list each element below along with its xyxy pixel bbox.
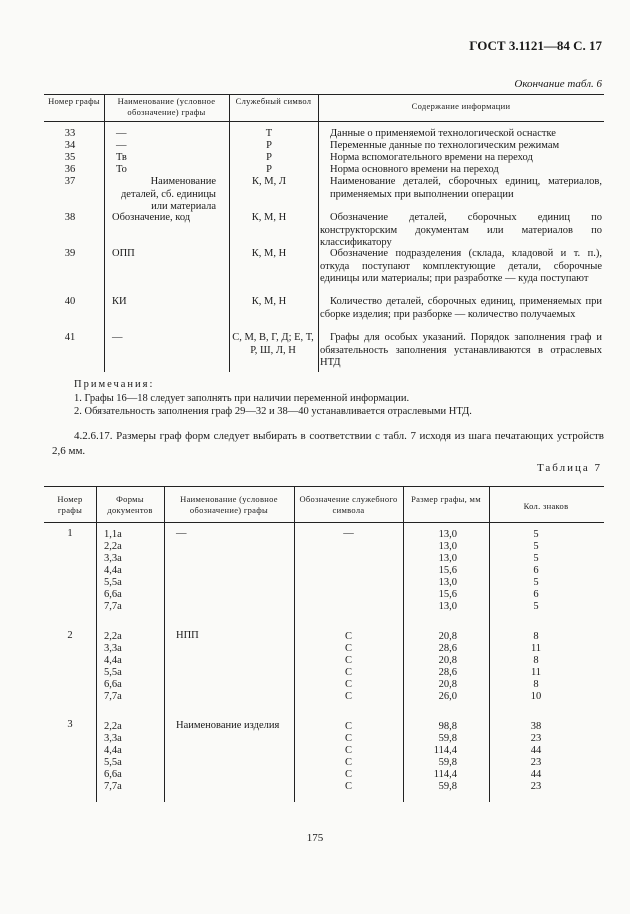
t6-row-name: Наименование деталей, сб. единицы или материала	[120, 176, 216, 212]
t6-row-symbol: Р	[266, 164, 272, 175]
t7-symbol: С	[344, 781, 352, 792]
body-paragraph: 4.2.6.17. Размеры граф форм следует выбирать в соответствии с табл. 7 исходя из шага печатающих устройств 2,6 мм.	[52, 430, 604, 457]
note-item: 2. Обязательность заполнения граф 29—32 и 38—40 устанавливается отраслевыми НТД.	[74, 406, 472, 417]
t7-chars: 44	[530, 769, 542, 780]
t7-chars: 11	[530, 667, 542, 678]
t7-size: 28,6	[438, 643, 457, 654]
t7-group-num: 1	[67, 528, 73, 539]
t7-size: 59,8	[438, 733, 457, 744]
t7-chars: 23	[530, 757, 542, 768]
t6-row-name: ОПП	[112, 248, 135, 259]
t6-row-num: 34	[64, 140, 76, 151]
t7-form: 4,4а	[104, 655, 122, 666]
t7-size: 13,0	[438, 541, 457, 552]
t7-form: 5,5а	[104, 757, 122, 768]
t6-row-num: 39	[64, 248, 76, 259]
t6-header-name: Наименование (условное обозначение) графы	[117, 96, 216, 117]
t6-row-symbol: К, М, Н	[251, 296, 287, 307]
t7-form: 2,2а	[104, 541, 122, 552]
t6-row-symbol: Р	[266, 140, 272, 151]
t7-chars: 5	[533, 541, 539, 552]
table-continuation-label: Окончание табл. 6	[514, 78, 602, 90]
t7-form: 1,1а	[104, 529, 122, 540]
t7-size: 20,8	[438, 679, 457, 690]
t7-group-name: НПП	[176, 630, 199, 641]
t6-header-content: Содержание информации	[411, 101, 511, 111]
t7-size: 15,6	[438, 589, 457, 600]
t7-size: 98,8	[438, 721, 457, 732]
t6-row-content: Наименование деталей, сборочных единиц, материалов, применяемых при выполнении операции	[330, 176, 602, 200]
t7-form: 3,3а	[104, 643, 122, 654]
t6-row-content: Обозначение деталей, сборочных единиц по конструкторским документам или материалов по классификатору	[320, 212, 602, 248]
t7-symbol: С	[344, 643, 352, 654]
t7-header-size: Размер графы, мм	[411, 494, 481, 504]
t6-row-content: Норма основного времени на переход	[330, 164, 499, 175]
t7-form: 6,6а	[104, 589, 122, 600]
t7-size: 20,8	[438, 631, 457, 642]
t7-chars: 10	[530, 691, 542, 702]
t7-form: 7,7а	[104, 781, 122, 792]
t6-row-symbol: Т	[265, 128, 273, 139]
t7-form: 6,6а	[104, 769, 122, 780]
t7-size: 20,8	[438, 655, 457, 666]
t7-chars: 38	[530, 721, 542, 732]
t7-chars: 23	[530, 733, 542, 744]
t6-row-symbol: К, М, Н	[251, 212, 287, 223]
t7-symbol: С	[344, 631, 352, 642]
t7-group-num: 3	[67, 719, 73, 730]
t7-group-symbol: —	[343, 528, 354, 539]
t6-row-num: 41	[64, 332, 76, 343]
t7-chars: 5	[533, 601, 539, 612]
t7-form: 4,4а	[104, 745, 122, 756]
t6-row-symbol: С, М, В, Г, Д; Е, Т, Р, Ш, Л, Н	[232, 332, 314, 356]
t7-form: 7,7а	[104, 601, 122, 612]
t6-row-name: —	[116, 140, 127, 151]
t6-row-num: 40	[64, 296, 76, 307]
t7-symbol: С	[344, 769, 352, 780]
t7-header-name: Наименование (условное обозначение) графы	[180, 494, 278, 515]
t6-row-num: 37	[64, 176, 76, 187]
t6-header-symbol: Служебный символ	[235, 96, 312, 106]
page-header-title: ГОСТ 3.1121—84 С. 17	[469, 38, 602, 53]
t7-size: 15,6	[438, 565, 457, 576]
t6-row-num: 33	[64, 128, 76, 139]
t7-size: 13,0	[438, 553, 457, 564]
t7-form: 5,5а	[104, 577, 122, 588]
t7-size: 13,0	[438, 577, 457, 588]
t7-chars: 8	[533, 655, 539, 666]
table-7-title: Таблица 7	[536, 462, 602, 474]
t6-row-symbol: Р	[266, 152, 272, 163]
t7-header-forms: Формы документов	[107, 494, 153, 515]
t6-row-content: Графы для особых указаний. Порядок заполнения граф и обязательность заполнения устанавливаются в отраслевых НТД	[320, 332, 602, 368]
t6-row-content: Переменные данные по технологическим режимам	[330, 140, 560, 151]
t6-row-name: То	[116, 164, 127, 175]
t6-row-num: 38	[64, 212, 76, 223]
t7-chars: 5	[533, 577, 539, 588]
t7-header-symbol: Обозначение служебного символа	[299, 494, 398, 515]
t7-form: 5,5а	[104, 667, 122, 678]
t7-chars: 6	[533, 565, 539, 576]
t7-chars: 44	[530, 745, 542, 756]
t6-row-content: Норма вспомогательного времени на переход	[330, 152, 533, 163]
t6-row-content: Обозначение подразделения (склада, кладовой и т. п.), откуда поступают комплектующие детали, сборочные единицы или материалы; при разработке — куда поступают	[320, 248, 602, 284]
t6-row-symbol: К, М, Н	[251, 248, 287, 259]
t6-row-symbol: К, М, Л	[252, 176, 286, 187]
t7-header-num: Номер графы	[57, 494, 83, 515]
t7-header-chars: Кол. знаков	[523, 501, 569, 511]
t6-row-content: Количество деталей, сборочных единиц, применяемых при сборке изделия; при разборке — количество получаемых	[320, 296, 602, 320]
t7-group-num: 2	[67, 630, 73, 641]
t7-chars: 8	[533, 679, 539, 690]
t6-header-num: Номер графы	[48, 96, 100, 106]
t7-size: 13,0	[438, 529, 457, 540]
t7-symbol: С	[344, 655, 352, 666]
t7-form: 4,4а	[104, 565, 122, 576]
t7-symbol: С	[344, 691, 352, 702]
page-number: 175	[306, 832, 324, 844]
t6-row-content: Данные о применяемой технологической оснастке	[330, 128, 556, 139]
t7-size: 28,6	[438, 667, 457, 678]
t7-chars: 23	[530, 781, 542, 792]
t7-size: 114,4	[433, 769, 457, 780]
t7-chars: 8	[533, 631, 539, 642]
t7-chars: 11	[530, 643, 542, 654]
t7-form: 2,2а	[104, 631, 122, 642]
t6-row-name: КИ	[112, 296, 127, 307]
t6-row-name: —	[116, 128, 127, 139]
t7-chars: 6	[533, 589, 539, 600]
t7-form: 3,3а	[104, 733, 122, 744]
t7-size: 59,8	[438, 757, 457, 768]
t6-row-name: —	[112, 332, 123, 343]
t7-symbol: С	[344, 745, 352, 756]
t7-form: 2,2а	[104, 721, 122, 732]
t7-form: 3,3а	[104, 553, 122, 564]
t7-size: 114,4	[433, 745, 457, 756]
t7-size: 13,0	[438, 601, 457, 612]
notes-title: Примечания:	[74, 379, 155, 390]
t7-group-name: —	[176, 528, 187, 539]
t7-symbol: С	[344, 721, 352, 732]
t7-symbol: С	[344, 733, 352, 744]
note-item: 1. Графы 16—18 следует заполнять при наличии переменной информации.	[74, 393, 410, 404]
t7-symbol: С	[344, 757, 352, 768]
t7-form: 6,6а	[104, 679, 122, 690]
t7-form: 7,7а	[104, 691, 122, 702]
t6-row-num: 35	[64, 152, 76, 163]
t7-chars: 5	[533, 529, 539, 540]
t7-group-name: Наименование изделия	[176, 720, 280, 731]
t7-size: 59,8	[438, 781, 457, 792]
t6-row-num: 36	[64, 164, 76, 175]
t7-chars: 5	[533, 553, 539, 564]
t6-row-name: Тв	[116, 152, 127, 163]
t6-row-name: Обозначение, код	[112, 212, 191, 223]
t7-symbol: С	[344, 679, 352, 690]
t7-symbol: С	[344, 667, 352, 678]
t7-size: 26,0	[438, 691, 457, 702]
